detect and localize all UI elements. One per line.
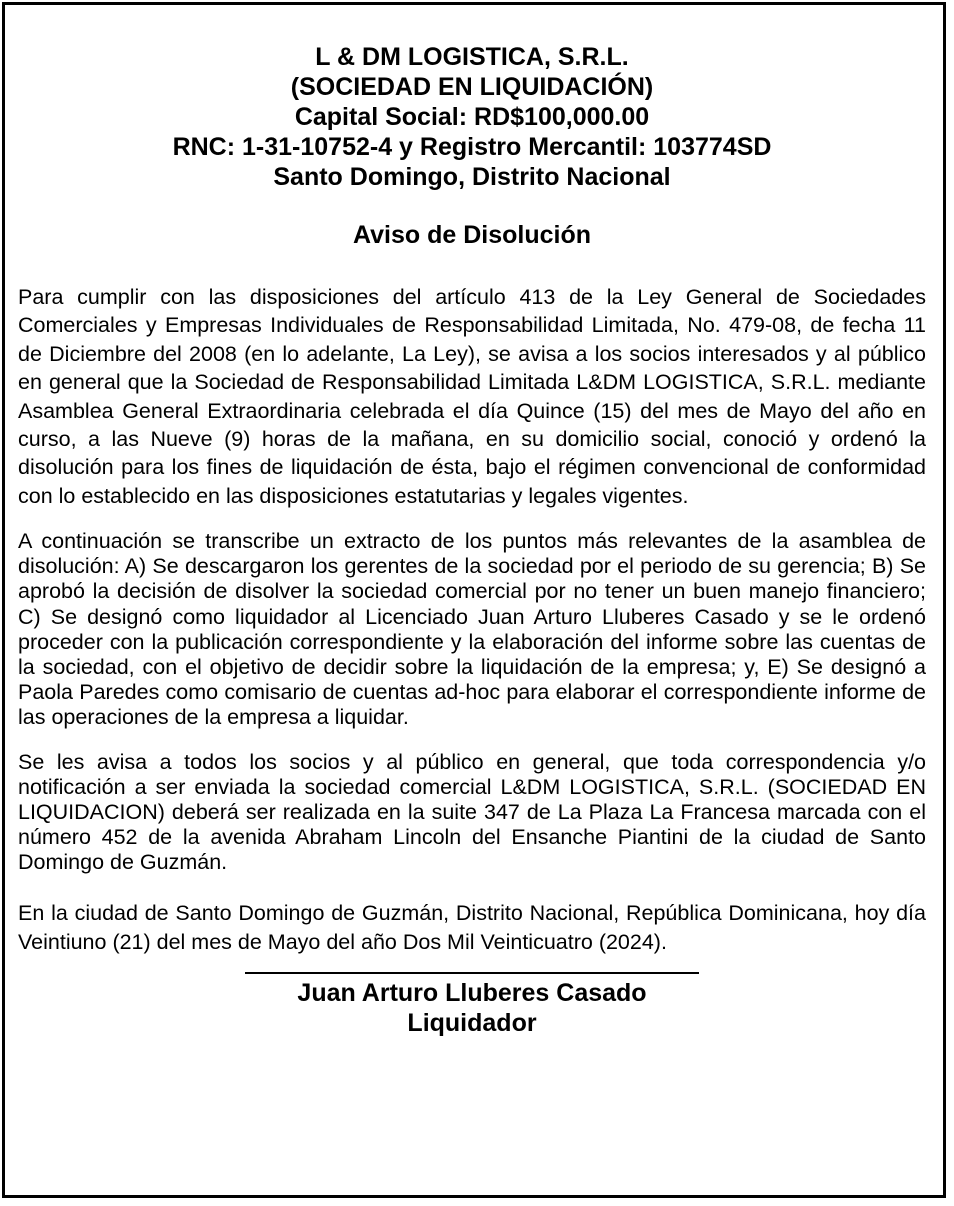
registry-info: RNC: 1-31-10752-4 y Registro Mercantil: 103774SD — [172, 133, 772, 161]
legal-notice — [18, 42, 926, 1038]
notice-title: Aviso de Disolución — [352, 221, 591, 249]
paragraph-correspondence: Se les avisa a todos los socios y al público en general, que toda correspondencia y/o notificación a ser enviada la sociedad comercial L&DM LOGISTICA, S.R.L. (SOCIEDAD EN LIQUIDACION) deberá ser realizada en la suite 347 de La Plaza La Francesa marcada con el número 452 de la avenida Abraham Lincoln del Ensanche Piantini de la ciudad de Santo Domingo de Guzmán. — [18, 750, 926, 875]
company-name: L & DM LOGISTICA, S.R.L. — [315, 43, 629, 71]
paragraph-date-place: En la ciudad de Santo Domingo de Guzmán, Distrito Nacional, República Dominicana, hoy día Veintiuno (21) del mes de Mayo del año Dos Mil Veinticuatro (2024). — [18, 901, 926, 954]
signature-block — [18, 972, 926, 1038]
company-status: (SOCIEDAD EN LIQUIDACIÓN) — [290, 73, 654, 101]
paragraph-dissolution: Para cumplir con las disposiciones del artículo 413 de la Ley General de Sociedades Comerciales y Empresas Individuales de Responsabilidad Limitada, No. 479-08, de fecha 11 de Diciembre del 2008 (en lo adelante, La Ley), se avisa a los socios interesados y al público en general que la Sociedad de Responsabilidad Limitada L&DM LOGISTICA, S.R.L. mediante Asamblea General Extraordinaria celebrada el día Quince (15) del mes de Mayo del año en curso, a las Nueve (9) horas de la mañana, en su domicilio social, conoció y ordenó la disolución para los fines de liquidación de ésta, bajo el régimen convencional de conformidad con lo establecido en las disposiciones estatutarias y legales vigentes. — [18, 285, 926, 508]
signatory-name: Juan Arturo Lluberes Casado — [297, 979, 647, 1008]
notice-header — [18, 42, 926, 192]
paragraph-assembly-extract: A continuación se transcribe un extracto de los puntos más relevantes de la asamblea de disolución: A) Se descargaron los gerentes de la sociedad por el periodo de su gerencia; B) Se aprobó la decisión de disolver la sociedad comercial por no tener un buen manejo financiero; C) Se designó como liquidador al Licenciado Juan Arturo Lluberes Casado y se le ordenó proceder con la publicación correspondiente y la elaboración del informe sobre las cuentas de la sociedad, con el objetivo de decidir sobre la liquidación de la empresa; y, E) Se designó a Paola Paredes como comisario de cuentas ad-hoc para elaborar el correspondiente informe de las operaciones de la empresa a liquidar. — [18, 529, 926, 729]
share-capital: Capital Social: RD$100,000.00 — [294, 103, 650, 131]
signatory-role: Liquidador — [407, 1009, 537, 1038]
company-location: Santo Domingo, Distrito Nacional — [273, 163, 671, 191]
signature-line — [245, 972, 699, 974]
